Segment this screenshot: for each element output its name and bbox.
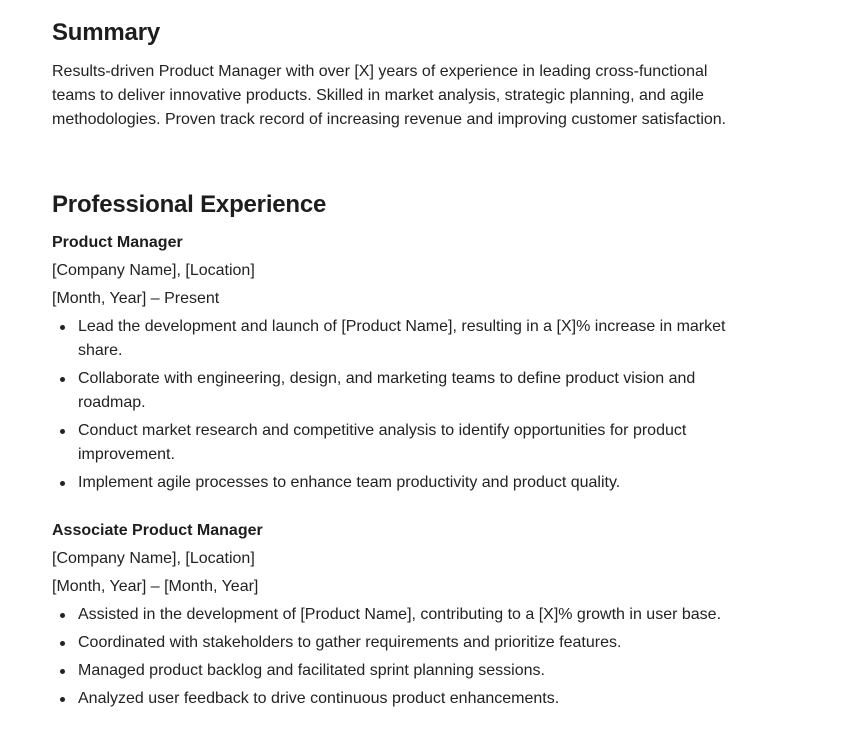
job-title: Product Manager	[52, 234, 183, 251]
job-bullet: Analyzed user feedback to drive continuous product enhancements.	[52, 687, 752, 711]
job-bullet-list	[52, 315, 752, 495]
summary-heading: Summary	[52, 19, 160, 46]
job-bullet: Assisted in the development of [Product Name], contributing to a [X]% growth in user base.	[52, 603, 752, 627]
job-company: [Company Name], [Location]	[52, 262, 255, 279]
experience-heading: Professional Experience	[52, 191, 327, 218]
job-title: Associate Product Manager	[52, 522, 263, 539]
job-bullet: Managed product backlog and facilitated sprint planning sessions.	[52, 659, 752, 683]
job-company: [Company Name], [Location]	[52, 550, 255, 567]
summary-paragraph: Results-driven Product Manager with over [X] years of experience in leading cross-functional teams to deliver innovative products. Skilled in market analysis, strategic planning, and agile methodologies. Proven track record of increasing revenue and improving customer satisfaction.	[52, 63, 727, 128]
job-entry	[52, 231, 752, 495]
job-dates: [Month, Year] – [Month, Year]	[52, 578, 259, 595]
job-bullet-list	[52, 603, 752, 711]
job-bullet: Conduct market research and competitive analysis to identify opportunities for product improvement.	[52, 419, 752, 467]
job-bullet: Implement agile processes to enhance team productivity and product quality.	[52, 471, 752, 495]
job-bullet: Collaborate with engineering, design, and marketing teams to define product vision and roadmap.	[52, 367, 752, 415]
job-entry	[52, 519, 752, 711]
job-bullet: Coordinated with stakeholders to gather requirements and prioritize features.	[52, 631, 752, 655]
job-dates: [Month, Year] – Present	[52, 290, 220, 307]
job-bullet: Lead the development and launch of [Product Name], resulting in a [X]% increase in market share.	[52, 315, 752, 363]
